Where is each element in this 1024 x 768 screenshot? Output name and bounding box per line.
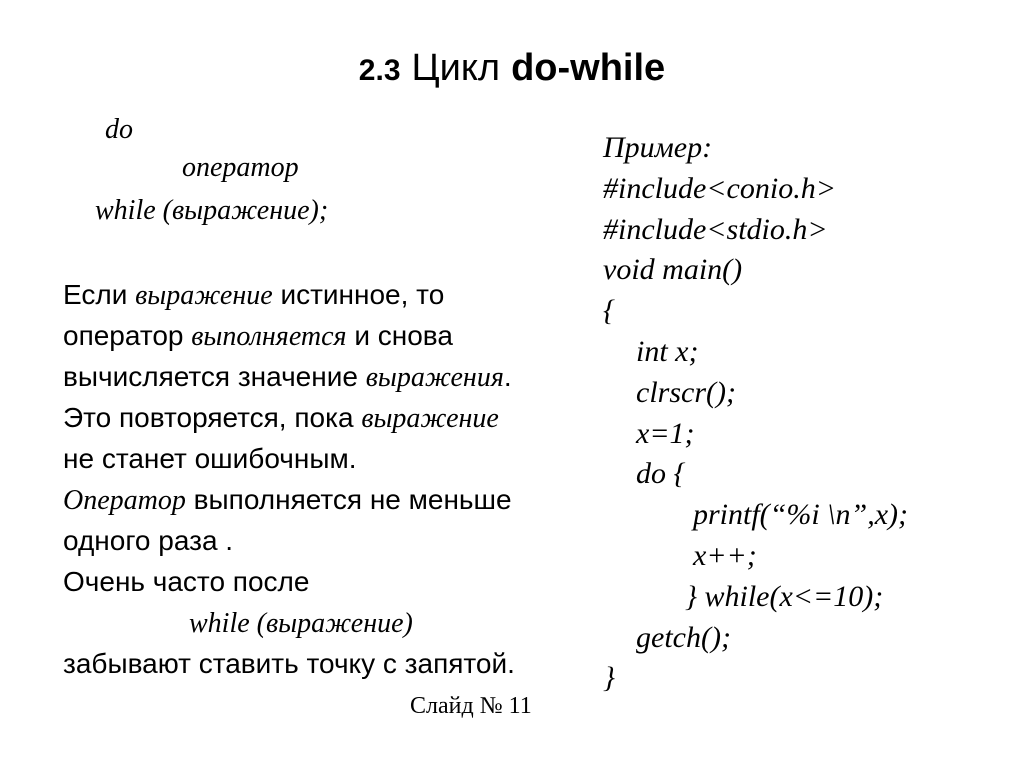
para-line-3 (63, 356, 583, 397)
text: истинное, то (272, 279, 445, 310)
text: и снова (346, 320, 453, 351)
text: Если (63, 279, 136, 310)
emphasis: while (выражение) (189, 608, 413, 639)
code-line: } while(x<=10); (685, 579, 884, 613)
emphasis: Оператор (63, 485, 186, 516)
code-line: { (603, 294, 615, 328)
para-line-5: не станет ошибочным. (63, 443, 357, 474)
code-line: x=1; (636, 416, 695, 450)
code-line: clrscr(); (636, 375, 736, 409)
title-keyword: do-while (511, 47, 666, 89)
text: Это повторяется, пока (63, 402, 362, 433)
code-line: void main() (603, 253, 743, 287)
title-number: 2.3 (358, 54, 401, 87)
para-line-1 (63, 274, 583, 315)
text: оператор (63, 320, 192, 351)
emphasis: выражение (361, 403, 499, 434)
syntax-operator: оператор (182, 152, 299, 183)
description-paragraph (63, 274, 583, 684)
slide-number: Слайд № 11 (410, 693, 532, 719)
para-line-6 (63, 479, 583, 520)
text: . (503, 361, 512, 392)
code-line: do { (636, 457, 686, 491)
slide-title (0, 40, 1024, 93)
code-line: #include<conio.h> (603, 171, 836, 205)
code-line: #include<stdio.h> (603, 212, 828, 246)
code-line: getch(); (636, 620, 731, 654)
syntax-do: do (105, 114, 133, 145)
example-header: Пример: (603, 131, 713, 164)
syntax-while: while (выражение); (95, 195, 329, 226)
title-word: Цикл (411, 47, 501, 89)
emphasis: выражения (365, 362, 504, 393)
para-line-4 (63, 397, 583, 438)
para-line-10: забывают ставить точку с запятой. (63, 648, 515, 679)
text: вычисляется значение (63, 361, 366, 392)
code-line: printf(“%i \n”,x); (693, 498, 908, 532)
code-example (603, 128, 908, 699)
para-line-8: Очень часто после (63, 566, 310, 597)
code-line: x++; (693, 538, 757, 572)
code-line: } (603, 661, 615, 695)
emphasis: выражение (135, 280, 273, 311)
text: выполняется не меньше (185, 484, 512, 515)
emphasis: выполняется (191, 321, 347, 352)
para-line-7: одного раза . (63, 525, 234, 556)
code-line: int x; (636, 334, 699, 368)
para-line-9 (63, 602, 583, 643)
para-line-2 (63, 315, 583, 356)
